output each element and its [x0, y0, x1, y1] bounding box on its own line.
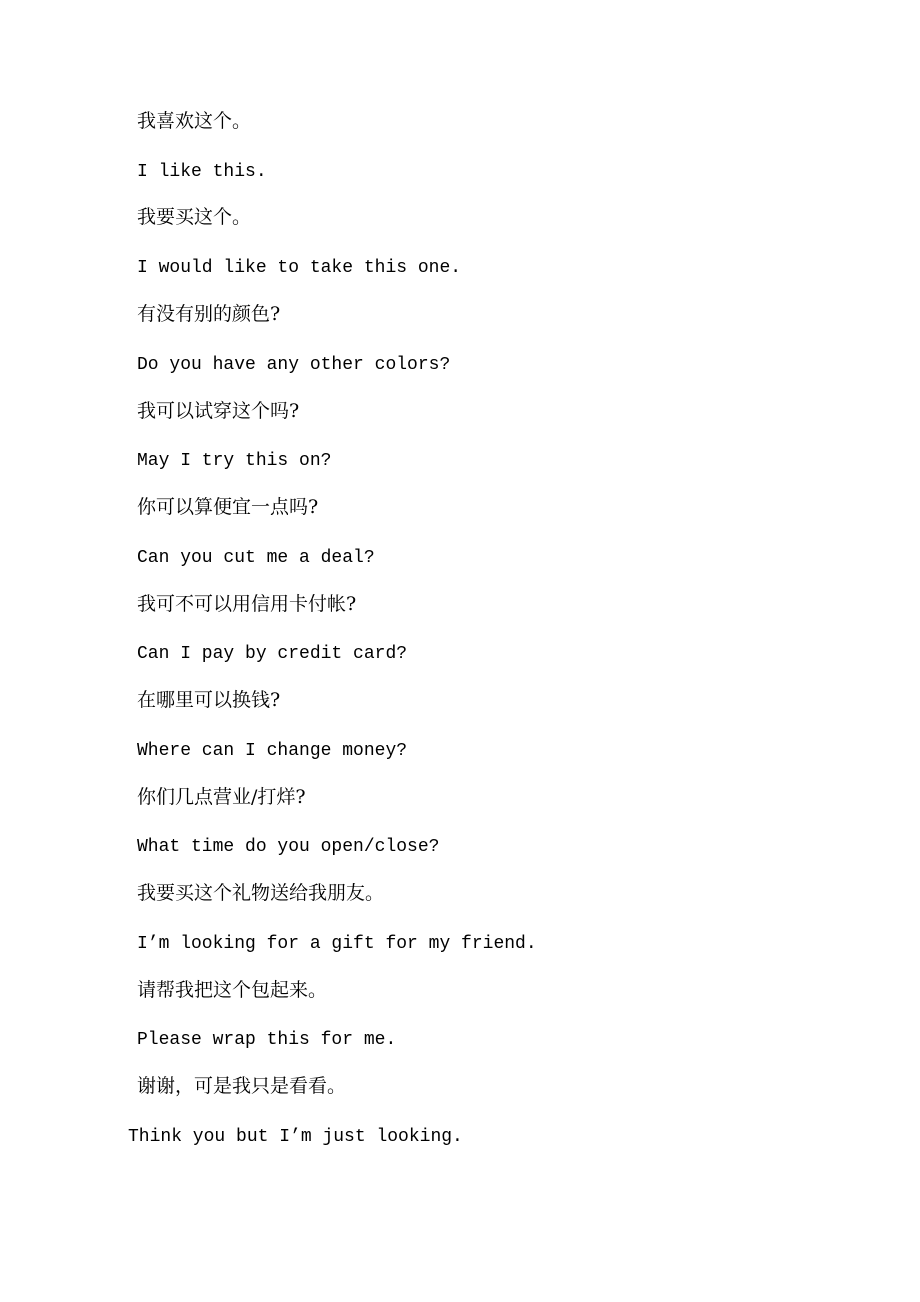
- phrase-chinese: 请帮我把这个包起来。: [137, 979, 328, 1001]
- phrase-chinese: 你可以算便宜一点吗?: [137, 496, 319, 518]
- phrase-english: I’m looking for a gift for my friend.: [137, 934, 537, 954]
- phrase-chinese: 你们几点营业/打烊?: [137, 786, 306, 808]
- phrase-english: Can I pay by credit card?: [137, 644, 408, 664]
- phrase-chinese: 我可以试穿这个吗?: [137, 400, 300, 422]
- phrase-english: Can you cut me a deal?: [137, 548, 375, 568]
- phrase-english: What time do you open/close?: [137, 837, 440, 857]
- phrase-english: Please wrap this for me.: [137, 1030, 397, 1050]
- phrase-chinese: 我要买这个礼物送给我朋友。: [137, 882, 385, 904]
- phrase-chinese: 我喜欢这个。: [137, 110, 252, 132]
- phrase-english: Do you have any other colors?: [137, 355, 451, 375]
- phrase-chinese: 我要买这个。: [137, 206, 252, 228]
- phrase-chinese: 有没有别的颜色?: [137, 303, 281, 325]
- phrase-english: I like this.: [137, 162, 267, 182]
- phrase-english: May I try this on?: [137, 451, 332, 471]
- phrase-chinese: 我可不可以用信用卡付帐?: [137, 593, 357, 615]
- phrase-chinese: 谢谢，可是我只是看看。: [137, 1075, 347, 1097]
- phrase-english: I would like to take this one.: [137, 258, 462, 278]
- phrase-chinese: 在哪里可以换钱?: [137, 689, 281, 711]
- phrase-english: Think you but I’m just looking.: [128, 1127, 463, 1147]
- phrase-english: Where can I change money?: [137, 741, 408, 761]
